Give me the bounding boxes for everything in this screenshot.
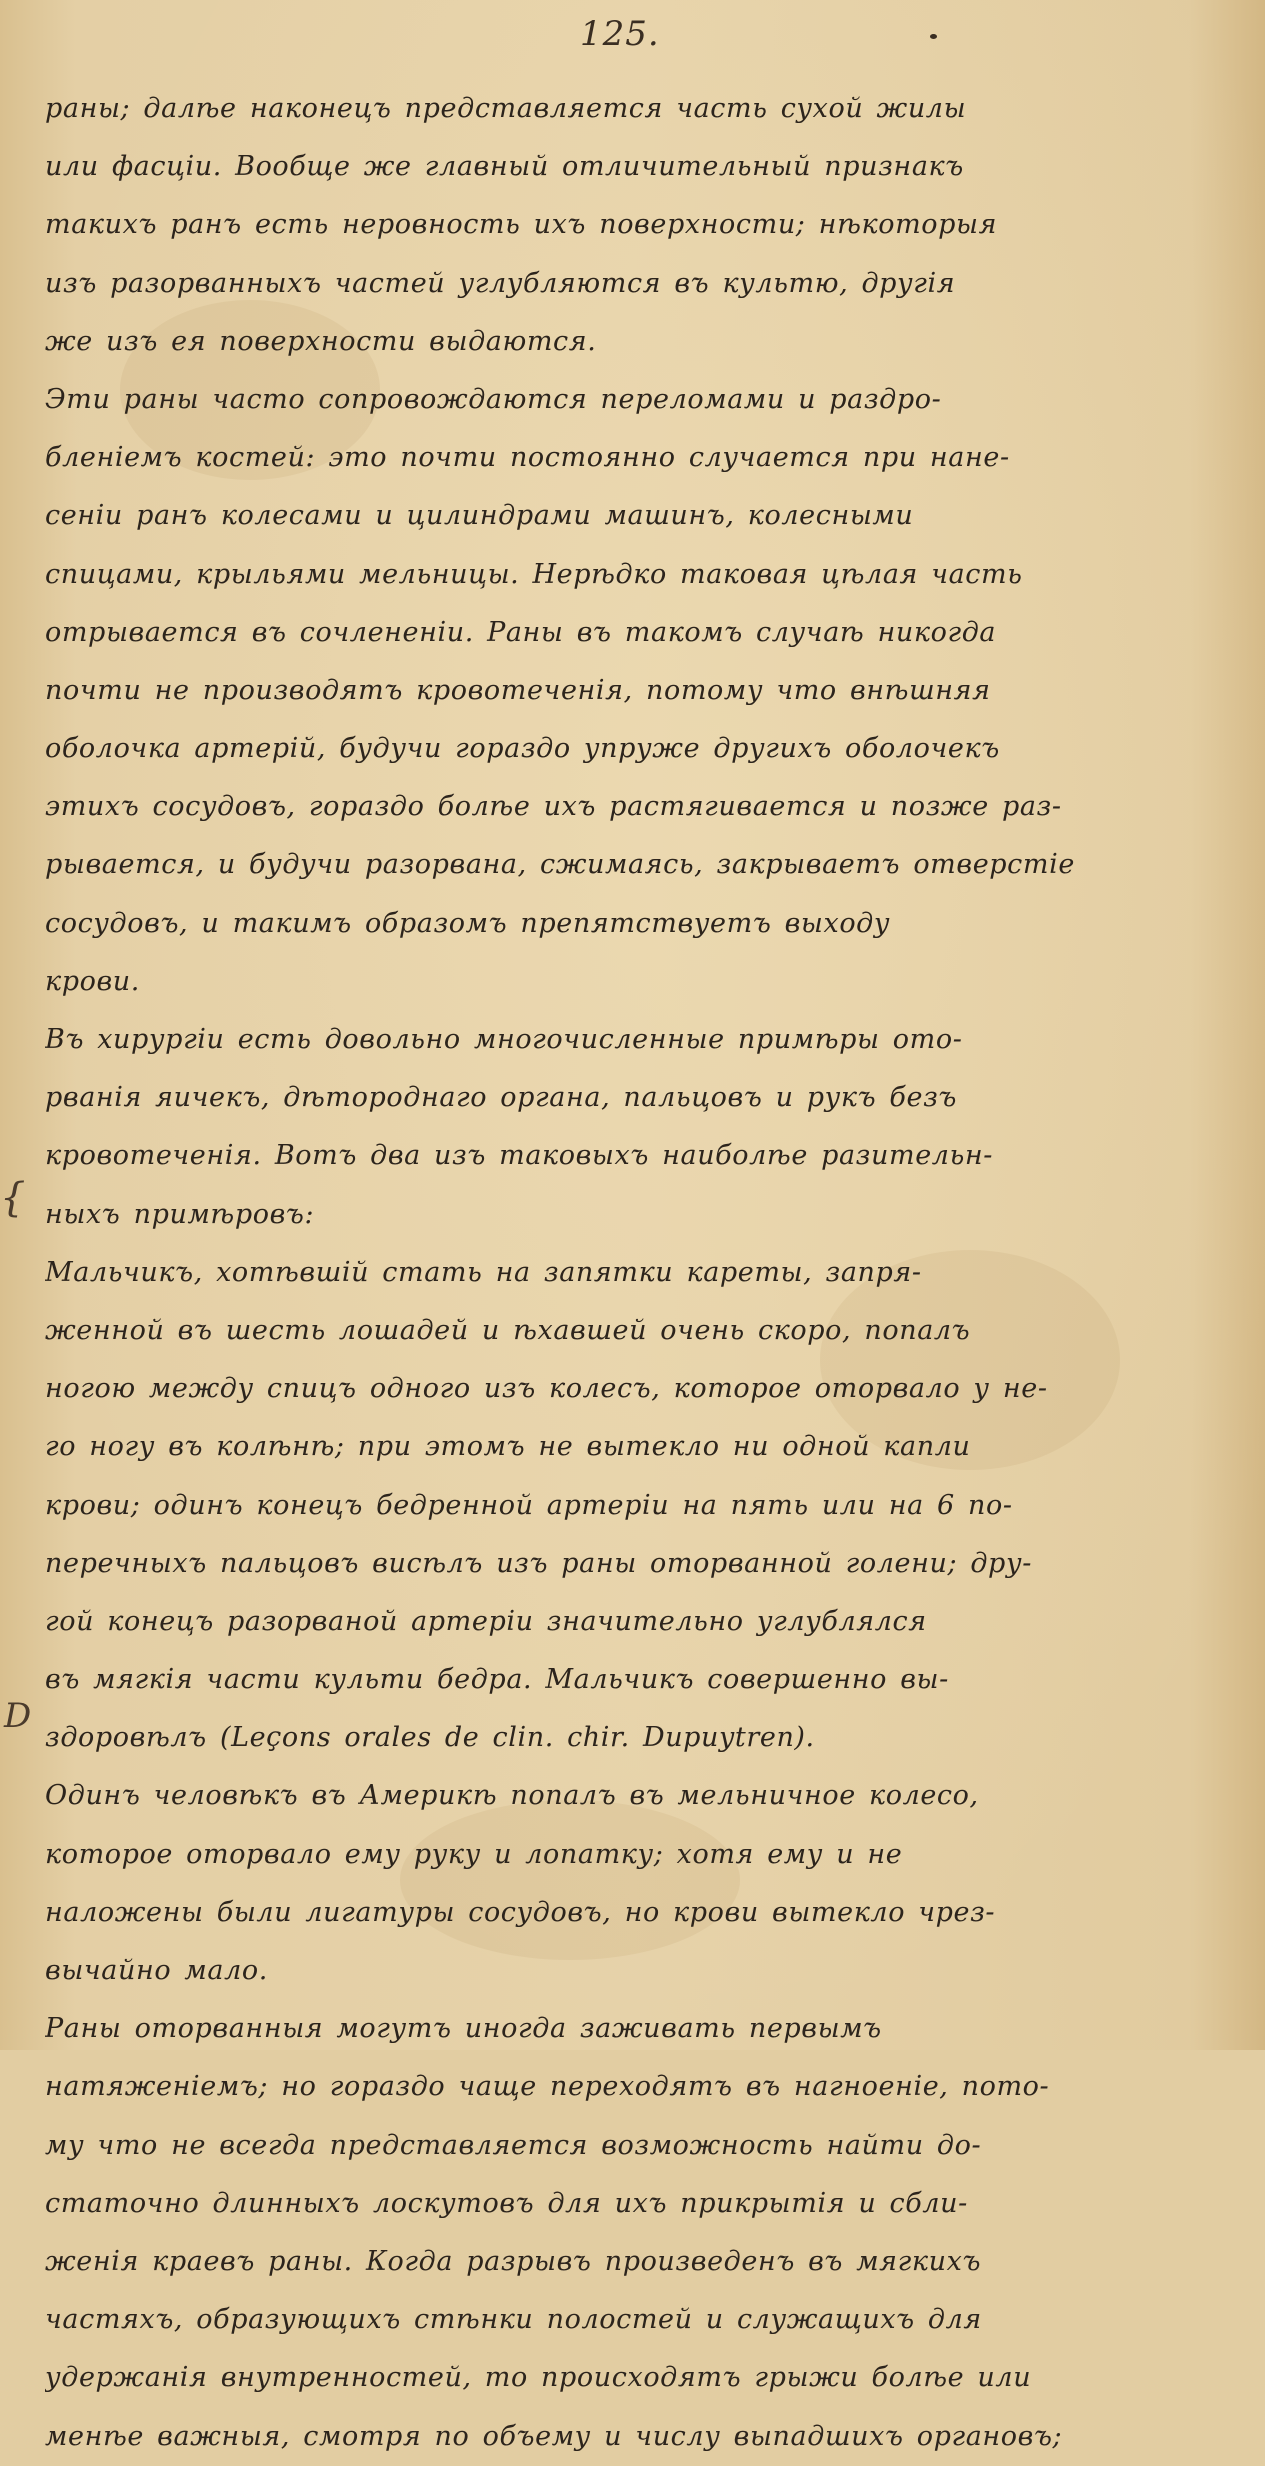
text-line: крови; одинъ конецъ бедренной артеріи на пять или на 6 по-	[45, 1489, 1013, 1521]
text-line: бленіемъ костей: это почти постоянно случается при нане-	[45, 442, 1010, 474]
text-line: раны; далѣе наконецъ представляется часть сухой жилы	[45, 93, 967, 124]
text-line: здоровѣлъ (Leçons orales de clin. chir. Dupuytren).	[45, 1722, 815, 1754]
text-line: вычайно мало.	[45, 1955, 268, 1986]
margin-mark-letter: D	[4, 1696, 32, 1736]
text-line: рывается, и будучи разорвана, сжимаясь, закрываетъ отверстіе	[45, 849, 1075, 881]
text-line: же изъ ея поверхности выдаются.	[45, 325, 597, 357]
text-line: рванія яичекъ, дѣтороднаго органа, пальцовъ и рукъ безъ	[45, 1082, 958, 1114]
text-line: крови.	[45, 965, 140, 997]
text-line: натяженіемъ; но гораздо чаще переходятъ въ нагноеніе, пото-	[45, 2071, 1050, 2103]
text-line: му что не всегда представляется возможность найти до-	[45, 2129, 982, 2161]
handwritten-text-block	[45, 80, 1220, 2466]
text-line: которое оторвало ему руку и лопатку; хотя ему и не	[45, 1838, 903, 1870]
text-line: менѣе важныя, смотря по объему и числу выпадшихъ органовъ;	[45, 2420, 1063, 2452]
text-line: отрывается въ сочлененіи. Раны въ такомъ случаѣ никогда	[45, 616, 997, 648]
text-line: гой конецъ разорваной артеріи значительно углублялся	[45, 1605, 927, 1637]
text-line: женной въ шесть лошадей и ѣхавшей очень скоро, попалъ	[45, 1314, 971, 1346]
text-line: женія краевъ раны. Когда разрывъ произведенъ въ мягкихъ	[45, 2245, 982, 2277]
ink-blot	[930, 34, 937, 39]
text-line: или фасціи. Вообще же главный отличительный признакъ	[45, 151, 964, 183]
text-line: этихъ сосудовъ, гораздо болѣе ихъ растягивается и позже раз-	[45, 791, 1062, 823]
text-line: удержанія внутренностей, то происходятъ грыжи болѣе или	[45, 2362, 1032, 2394]
text-line: го ногу въ колѣнѣ; при этомъ не вытекло ни одной капли	[45, 1431, 971, 1463]
text-line: ногою между спицъ одного изъ колесъ, которое оторвало у не-	[45, 1373, 1048, 1405]
text-line: Въ хирургіи есть довольно многочисленные примѣры ото-	[45, 1024, 963, 1055]
text-line: Одинъ человѣкъ въ Америкѣ попалъ въ мельничное колесо,	[45, 1780, 979, 1812]
text-line: Эти раны часто сопровождаются переломами и раздро-	[45, 383, 942, 415]
text-line: сосудовъ, и такимъ образомъ препятствуетъ выходу	[45, 907, 891, 939]
text-line: Раны оторванныя могутъ иногда заживать первымъ	[45, 2013, 882, 2045]
text-line: въ мягкія части культи бедра. Мальчикъ совершенно вы-	[45, 1664, 949, 1696]
text-line: перечныхъ пальцовъ висѣлъ изъ раны оторванной голени; дру-	[45, 1547, 1032, 1579]
text-line: Мальчикъ, хотѣвшій стать на запятки кареты, запря-	[45, 1256, 922, 1288]
text-line: изъ разорванныхъ частей углубляются въ культю, другія	[45, 267, 956, 299]
text-line: наложены были лигатуры сосудовъ, но крови вытекло чрез-	[45, 1896, 996, 1928]
text-line: почти не производятъ кровотеченія, потому что внѣшняя	[45, 674, 991, 706]
text-line: сеніи ранъ колесами и цилиндрами машинъ, колесными	[45, 500, 914, 532]
text-line: спицами, крыльями мельницы. Нерѣдко таковая цѣлая часть	[45, 558, 1023, 590]
text-line: частяхъ, образующихъ стѣнки полостей и служащихъ для	[45, 2304, 982, 2336]
text-line: ныхъ примѣровъ:	[45, 1198, 315, 1230]
text-line: оболочка артерій, будучи гораздо упруже другихъ оболочекъ	[45, 733, 1000, 765]
text-line: такихъ ранъ есть неровность ихъ поверхности; нѣкоторыя	[45, 209, 998, 241]
text-line: кровотеченія. Вотъ два изъ таковыхъ наиболѣе разительн-	[45, 1140, 993, 1172]
margin-mark-brace: {	[0, 1175, 26, 1221]
text-line: статочно длинныхъ лоскутовъ для ихъ прикрытія и сбли-	[45, 2187, 968, 2219]
page-number: 125.	[580, 14, 660, 54]
